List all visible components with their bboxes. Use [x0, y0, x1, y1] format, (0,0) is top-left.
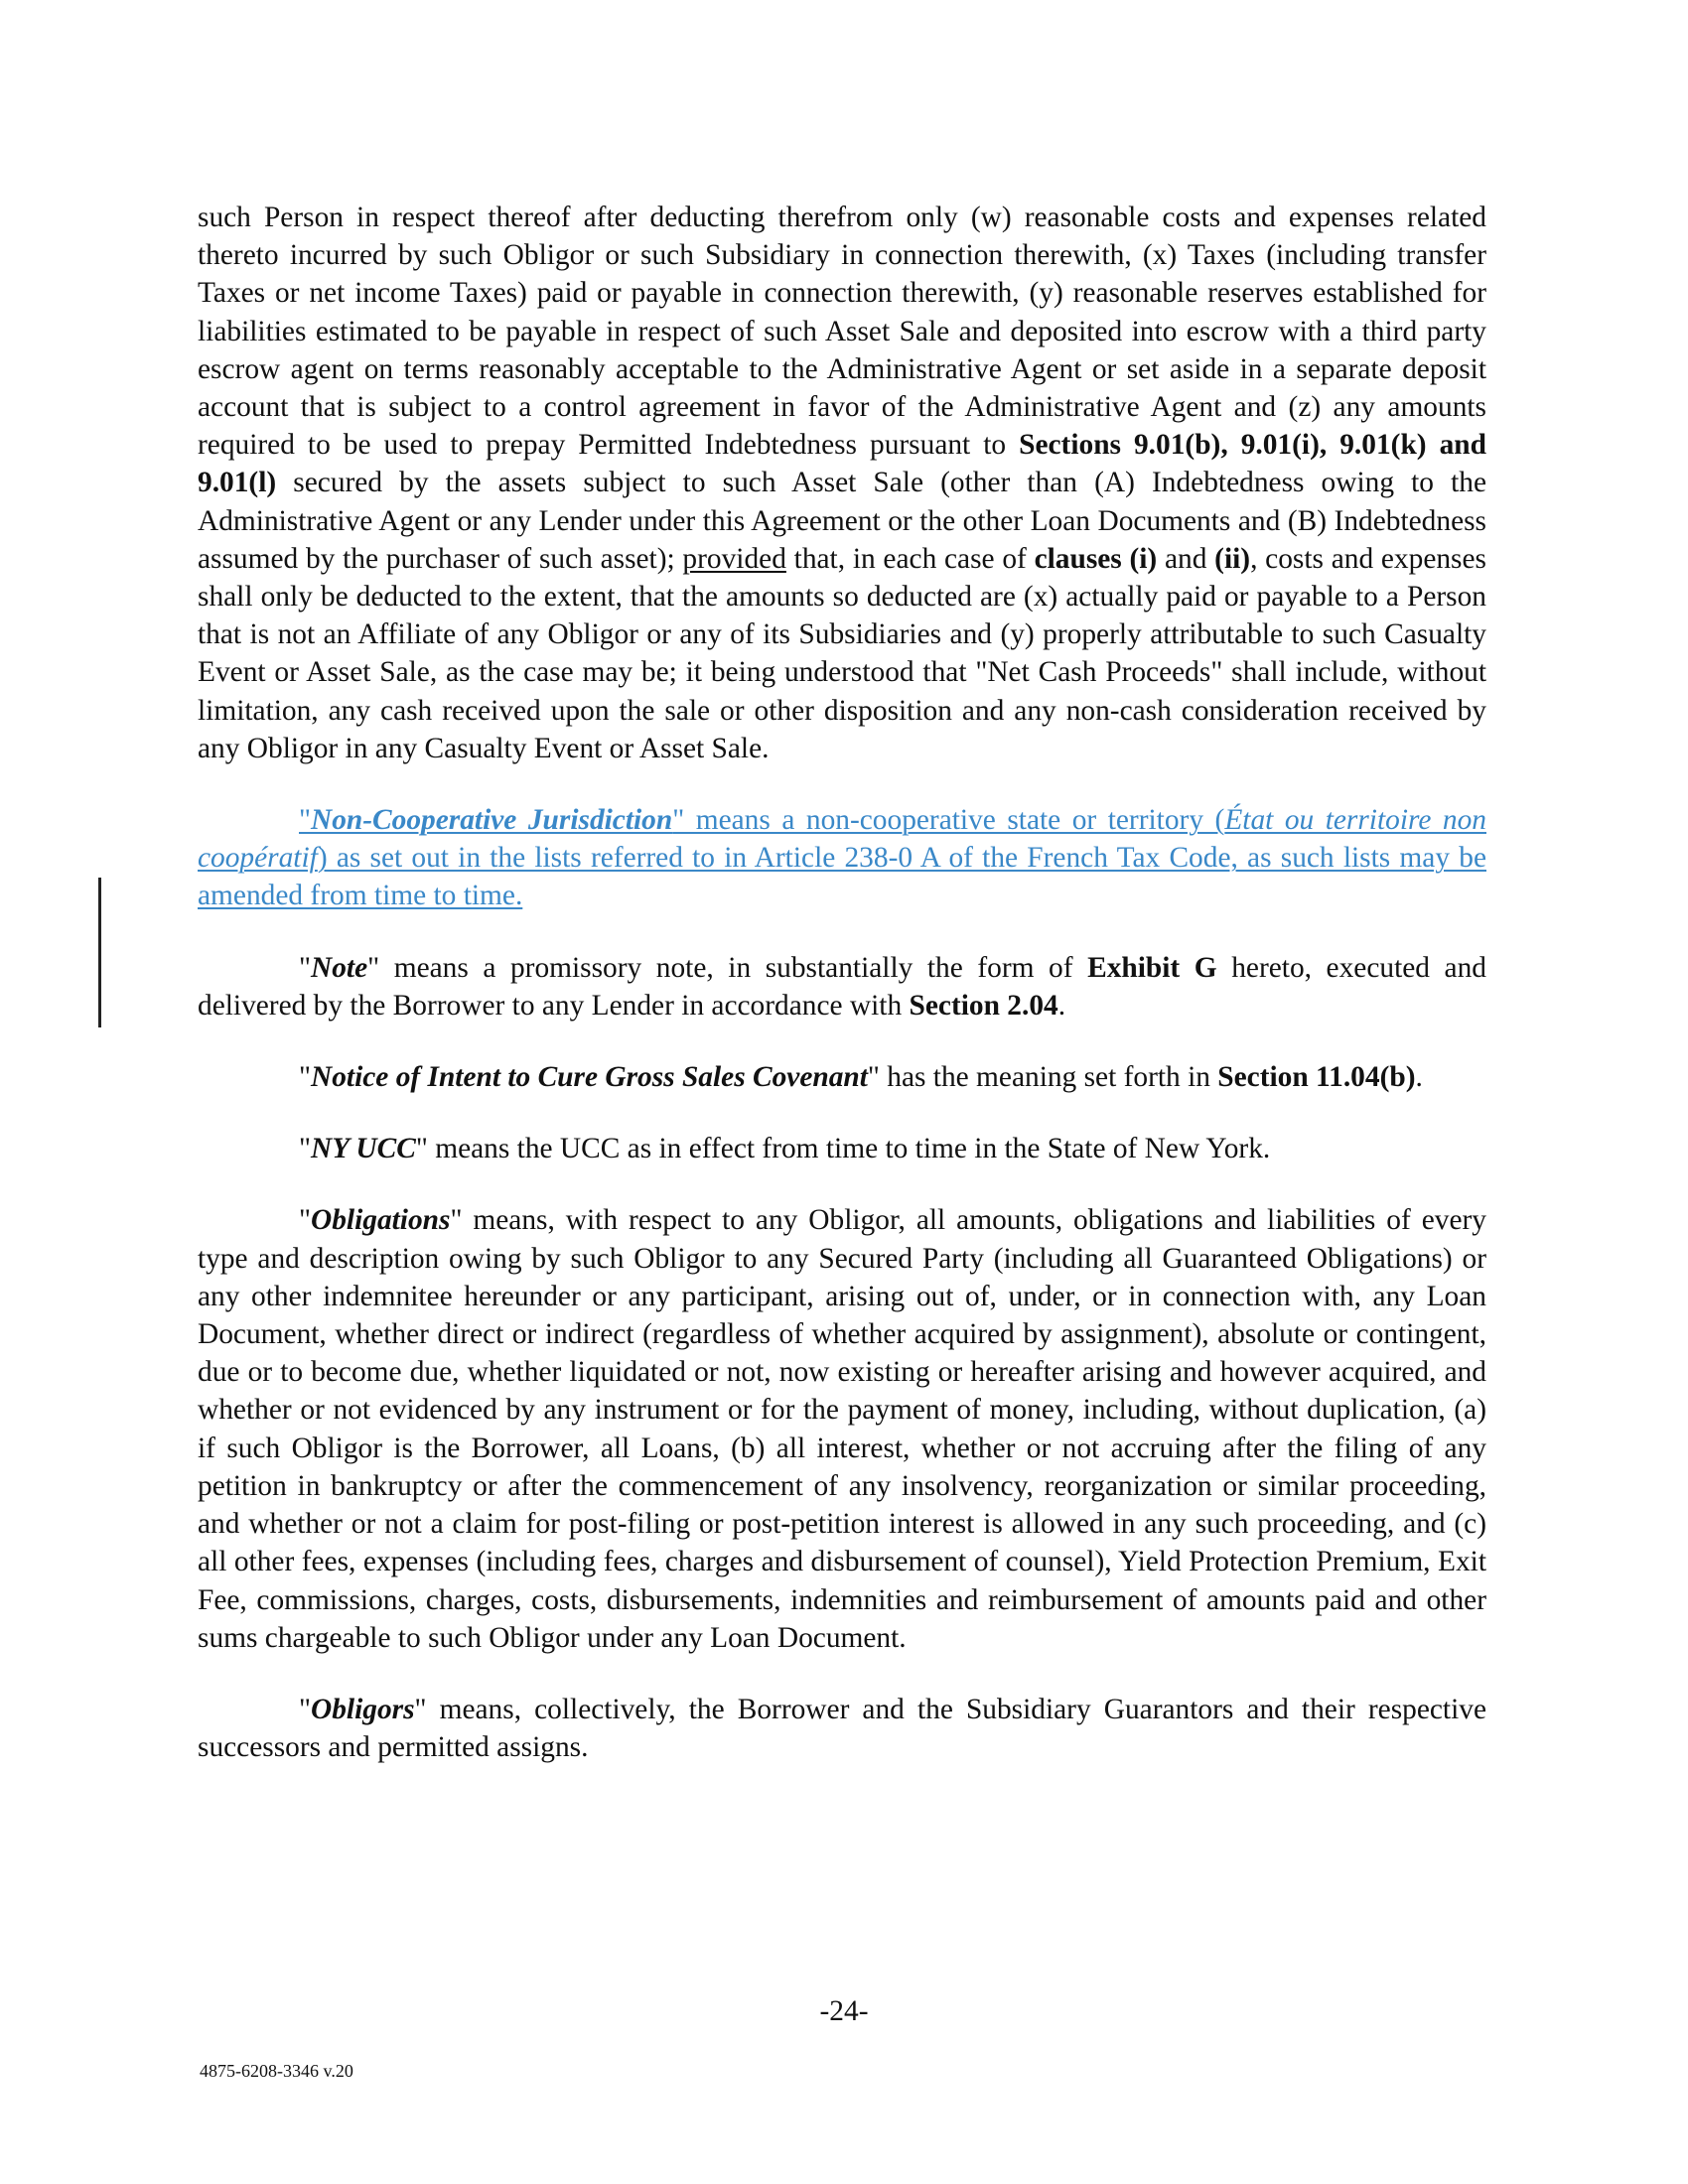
text-run: " means, collectively, the Borrower and the Subsidiary Guarantors and their respective successors and permitted assigns.: [198, 1693, 1486, 1764]
text-run: hereto, executed and delivered by the Borrower to any Lender in accordance with: [198, 951, 1486, 1022]
defined-term: Notice of Intent to Cure Gross Sales Covenant: [311, 1061, 868, 1094]
section-reference: Sections 9.01(b), 9.01(i), 9.01(k) and 9.01(l): [198, 429, 1486, 499]
text-run: " means, with respect to any Obligor, all amounts, obligations and liabilities of every type and description owing by such Obligor to any Secured Party (including all Guaranteed Obligations) or any other indemnitee hereunder or any participant, arising out of, under, or in connection with, any Loan Document, whether direct or indirect (regardless of whether acquired by assignment), absolute or contingent, due or to become due, whether liquidated or not, now existing or hereafter arising and however acquired, and whether or not evidenced by any instrument or for the payment of money, including, without duplication, (a) if such Obligor is the Borrower, all Loans, (b) all interest, whether or not accruing after the filing of any petition in bankruptcy or after the commencement of any insolvency, reorganization or similar proceeding, and whether or not a claim for post-filing or post-petition interest is allowed in any such proceeding, and (c) all other fees, expenses (including fees, charges and disbursement of counsel), Yield Protection Premium, Exit Fee, commissions, charges, costs, disbursements, indemnities and reimbursement of amounts paid and other sums chargeable to such Obligor under any Loan Document.: [198, 1204, 1486, 1654]
text-run: .: [1057, 989, 1066, 1022]
text-run: , costs and expenses shall only be deducted to the extent, that the amounts so deducted are (x) actually paid or payable to a Person that is not an Affiliate of any Obligor or any of its Subsidiaries and (y) properly attributable to such Casualty Event or Asset Sale, as the case may be; it being understood that "Net Cash Proceeds" shall include, without limitation, any cash received upon the sale or other disposition and any non-cash consideration received by any Obligor in any Casualty Event or Asset Sale.: [198, 542, 1486, 764]
paragraph-ny-ucc: [198, 1130, 1486, 1167]
french-term: État ou territoire non coopératif: [198, 804, 1486, 875]
clause-reference: clauses (i): [1034, 542, 1158, 575]
paragraph-net-cash-proceeds-continued: [198, 199, 1486, 767]
defined-term: Obligations: [311, 1204, 451, 1237]
text-run: " means a promissory note, in substantially the form of: [367, 951, 1088, 984]
provided-term: provided: [682, 542, 786, 575]
defined-term: Non-Cooperative Jurisdiction: [311, 804, 673, 837]
quote-mark: ": [299, 951, 311, 984]
defined-term: Note: [311, 951, 368, 984]
document-id: 4875-6208-3346 v.20: [200, 2061, 353, 2081]
defined-term: Obligors: [311, 1693, 415, 1725]
revision-change-bar: [98, 878, 101, 1027]
page-number: -24-: [819, 1995, 869, 2027]
text-run: such Person in respect thereof after deducting therefrom only (w) reasonable costs and expenses related thereto incurred by such Obligor or such Subsidiary in connection therewith, (x) Taxes (including transfer Taxes or net income Taxes) paid or payable in connection therewith, (y) reasonable reserves established for liabilities estimated to be payable in respect of such Asset Sale and deposited into escrow with a third party escrow agent on terms reasonably acceptable to the Administrative Agent or set aside in a separate deposit account that is subject to a control agreement in favor of the Administrative Agent and (z) any amounts required to be used to prepay Permitted Indebtedness pursuant to: [198, 202, 1486, 462]
text-run: " has the meaning set forth in: [867, 1061, 1218, 1094]
quote-mark: ": [299, 1204, 311, 1237]
text-run: ) as set out in the lists referred to in Article 238-0 A of the French Tax Code, as such lists may be amended from time to time.: [198, 842, 1486, 912]
paragraph-obligors: [198, 1691, 1486, 1766]
text-run: secured by the assets subject to such Asset Sale (other than (A) Indebtedness owing to the Administrative Agent or any Lender under this Agreement or the other Loan Documents and (B) Indebtedness assumed by the purchaser of such asset);: [198, 467, 1486, 575]
text-run: " means the UCC as in effect from time to time in the State of New York.: [415, 1133, 1271, 1165]
quote-mark: ": [299, 1133, 311, 1165]
text-run: that, in each case of: [785, 542, 1035, 575]
text-run: and: [1157, 542, 1215, 575]
section-reference: Section 2.04: [909, 989, 1058, 1022]
text-run: " means a non-cooperative state or territory (: [672, 804, 1225, 837]
quote-mark: ": [299, 1061, 311, 1094]
section-reference: Section 11.04(b): [1217, 1061, 1416, 1094]
exhibit-reference: Exhibit G: [1087, 951, 1217, 984]
defined-term: NY UCC: [311, 1133, 416, 1165]
paragraph-obligations: [198, 1201, 1486, 1656]
paragraph-note: [198, 949, 1486, 1024]
clause-reference: (ii): [1214, 542, 1251, 575]
paragraph-notice-of-intent: [198, 1058, 1486, 1096]
paragraph-non-cooperative-jurisdiction: [198, 801, 1486, 915]
quote-mark: ": [299, 1693, 311, 1725]
text-run: .: [1415, 1061, 1423, 1094]
document-body: [198, 199, 1486, 1800]
quote-mark: ": [299, 804, 311, 837]
